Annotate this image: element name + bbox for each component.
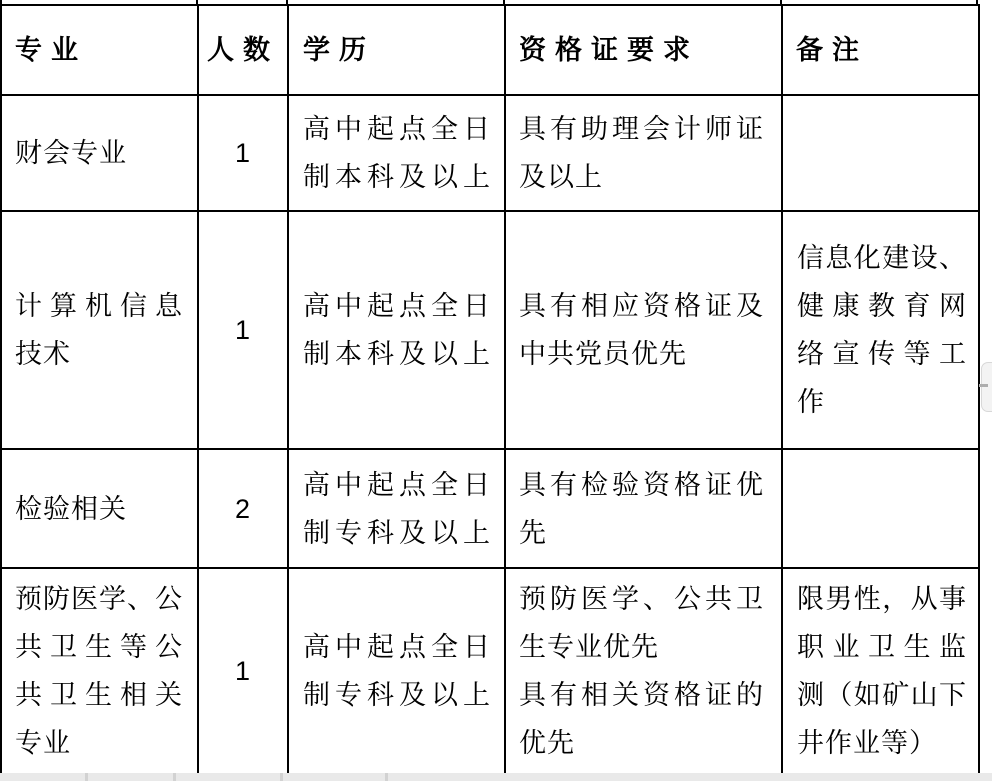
cell-count: 2 xyxy=(198,449,288,568)
cell-major xyxy=(1,95,198,211)
cell-count: 1 xyxy=(198,568,288,773)
table-header-row xyxy=(1,5,979,95)
strip-gridline xyxy=(85,773,88,781)
table-row xyxy=(1,211,979,449)
cell-line: 作 xyxy=(797,387,825,417)
cell-line: 职业卫生监 xyxy=(797,632,967,662)
cell-line: 生专业优先 xyxy=(519,632,659,662)
cell-line: 制专科及以上 xyxy=(303,680,491,710)
cell-major xyxy=(1,211,198,449)
cell-line: 高中起点全日 xyxy=(303,291,491,321)
cell-count: 1 xyxy=(198,95,288,211)
cell-remark xyxy=(782,95,979,211)
cell-line: 具有相应资格证及 xyxy=(519,291,764,321)
recruitment-table xyxy=(0,4,980,773)
cell-qualification xyxy=(505,449,782,568)
table-row xyxy=(1,449,979,568)
header-major: 专业 xyxy=(1,5,198,95)
cell-line: 检验相关 xyxy=(15,493,127,524)
cell-education xyxy=(288,95,505,211)
cell-line: 高中起点全日 xyxy=(303,469,491,500)
header-qualification: 资格证要求 xyxy=(505,5,782,95)
cell-line: 健康教育网 xyxy=(797,291,967,321)
cell-line: 高中起点全日 xyxy=(303,114,491,144)
cell-line: 中共党员优先 xyxy=(519,339,687,369)
cell-education xyxy=(288,568,505,773)
cell-line: 络宣传等工 xyxy=(797,339,967,369)
cell-line: 制专科及以上 xyxy=(303,517,491,548)
table-row xyxy=(1,95,979,211)
cell-line: 具有助理会计师证 xyxy=(519,114,764,144)
cell-remark xyxy=(782,568,979,773)
cell-qualification xyxy=(505,211,782,449)
cell-line: 制本科及以上 xyxy=(303,162,491,192)
cell-line: 制本科及以上 xyxy=(303,339,491,369)
cell-line: 具有相关资格证的 xyxy=(519,680,764,710)
header-education: 学历 xyxy=(288,5,505,95)
cell-line: 技术 xyxy=(15,339,71,369)
cutoff-row-strip xyxy=(0,773,992,781)
cell-major xyxy=(1,449,198,568)
cell-education xyxy=(288,211,505,449)
cell-major xyxy=(1,568,198,773)
cell-qualification xyxy=(505,95,782,211)
cell-remark xyxy=(782,211,979,449)
cell-line: 预防医学、公共卫 xyxy=(519,584,764,614)
cell-line: 财会专业 xyxy=(15,138,127,168)
header-remark: 备注 xyxy=(782,5,979,95)
cell-line: 计算机信息 xyxy=(15,291,183,321)
header-count: 人数 xyxy=(198,5,288,95)
handle-dash-icon xyxy=(979,384,988,387)
cell-line: 高中起点全日 xyxy=(303,632,491,662)
cell-line: 及以上 xyxy=(519,162,603,192)
table-row xyxy=(1,568,979,773)
cell-line: 先 xyxy=(519,517,547,548)
cell-line: 具有检验资格证优 xyxy=(519,469,764,500)
cell-education xyxy=(288,449,505,568)
cell-line: 共卫生相关 xyxy=(15,680,183,710)
cell-remark xyxy=(782,449,979,568)
cell-line: 共卫生等公 xyxy=(15,632,183,662)
cell-line: 优先 xyxy=(519,728,575,758)
strip-gridline xyxy=(280,773,283,781)
cell-line: 测（如矿山下 xyxy=(797,680,967,710)
cell-count: 1 xyxy=(198,211,288,449)
scroll-handle[interactable] xyxy=(981,362,992,412)
strip-gridline xyxy=(385,773,388,781)
cell-line: 井作业等） xyxy=(797,728,937,758)
cell-qualification xyxy=(505,568,782,773)
cell-line: 限男性，从事 xyxy=(797,584,967,614)
cell-line: 信息化建设、 xyxy=(797,243,967,273)
cell-line: 专业 xyxy=(15,728,71,758)
strip-gridline xyxy=(173,773,176,781)
cell-line: 预防医学、公 xyxy=(15,584,183,614)
